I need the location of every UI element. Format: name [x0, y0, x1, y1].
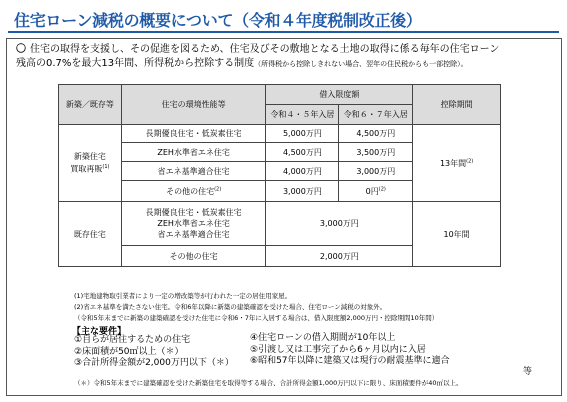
intro-small-note: （所得税から控除しきれない場合、翌年の住民税からも一部控除）。 — [254, 60, 468, 68]
note-item: （令和5年末までに新築の建築確認を受けた住宅に令和6・7年に入居する場合は、借入限度額2,000万円・控除期間10年間） — [74, 314, 439, 322]
row-env: 長期優良住宅・低炭素住宅 — [121, 125, 266, 143]
requirement-item: ②床面積が50㎡以上（＊） — [74, 346, 184, 357]
row-limit-r45: 4,500万円 — [266, 143, 339, 162]
row-limit-r67: 3,500万円 — [339, 143, 413, 162]
row-env: ZEH水準省エネ住宅 — [121, 143, 266, 162]
row-limit-r67: 3,000万円 — [339, 162, 413, 181]
existing-period: 10年間 — [413, 202, 501, 267]
requirement-item: ⑤引渡し又は工事完了から6ヶ月以内に入居 — [250, 344, 426, 355]
requirements-right — [250, 333, 450, 368]
intro-paragraph — [16, 43, 556, 71]
footnote: （＊）令和5年末までに建築確認を受けた新築住宅を取得等する場合、合計所得金額1,000万円以下に限り、床面積要件が40㎡以上。 — [74, 379, 463, 387]
table-notes — [74, 291, 438, 324]
requirements-etc: 等 — [523, 367, 533, 377]
page-title: 住宅ローン減税の概要について（令和４年度税制改正後） — [14, 11, 422, 30]
new-period: 13年間$^{(2)}$ — [413, 125, 501, 202]
requirement-item: ④住宅ローンの借入期間が10年以上 — [250, 333, 396, 343]
intro-text-2: 残高の0.7%を最大13年間、所得税から控除する制度 — [16, 58, 255, 69]
intro-line-2 — [16, 57, 556, 71]
header-category: 新築／既存等 — [59, 85, 122, 125]
requirements-left — [74, 335, 234, 370]
header-r67: 令和６・７年入居 — [339, 105, 413, 125]
row-limit-r67: 4,500万円 — [339, 125, 413, 143]
header-r45: 令和４・５年入居 — [266, 105, 339, 125]
row-limit-r45: 3,000万円 — [266, 181, 339, 202]
note-item: (2)省エネ基準を満たさない住宅。令和6年以降に新築の建築確認を受けた場合、住宅ローン減税の対象外。 — [74, 303, 387, 311]
header-deduction-period: 控除期間 — [413, 85, 501, 125]
existing-env-other: その他の住宅 — [121, 246, 266, 267]
intro-text-1: 住宅の取得を支援し、その促進を図るため、住宅及びその敷地となる土地の取得に係る毎年の住宅ローン — [30, 44, 500, 55]
loan-limit-table — [58, 84, 501, 267]
requirement-item: ③合計所得金額が2,000万円以下（＊） — [74, 358, 234, 368]
requirement-item: ⑥昭和57年以降に建築又は現行の耐震基準に適合 — [250, 356, 450, 366]
note-item: (1)宅地建物取引業者により一定の増改築等が行われた一定の居住用家屋。 — [74, 292, 292, 300]
row-limit-r45: 4,000万円 — [266, 162, 339, 181]
new-housing-label: 新築住宅 買取再販$^{(1)}$ — [59, 125, 122, 202]
requirement-item: ①自らが居住するための住宅 — [74, 335, 191, 345]
row-limit-r67: 0円$^{(2)}$ — [339, 181, 413, 202]
title-underline — [8, 31, 559, 33]
header-environment: 住宅の環境性能等 — [121, 85, 266, 125]
existing-env-group: 長期優良住宅・低炭素住宅 ZEH水準省エネ住宅 省エネ基準適合住宅 — [121, 202, 266, 246]
existing-housing-label: 既存住宅 — [59, 202, 122, 267]
row-env: 省エネ基準適合住宅 — [121, 162, 266, 181]
header-loan-limit: 借入限度額 — [266, 85, 413, 105]
existing-limit-top: 3,000万円 — [266, 202, 413, 246]
row-env: その他の住宅$^{(2)}$ — [121, 181, 266, 202]
existing-limit-other: 2,000万円 — [266, 246, 413, 267]
requirements-heading: 【主な要件】 — [72, 327, 127, 337]
bullet-circle: 〇 — [16, 44, 26, 55]
intro-line-1 — [16, 43, 556, 57]
row-limit-r45: 5,000万円 — [266, 125, 339, 143]
